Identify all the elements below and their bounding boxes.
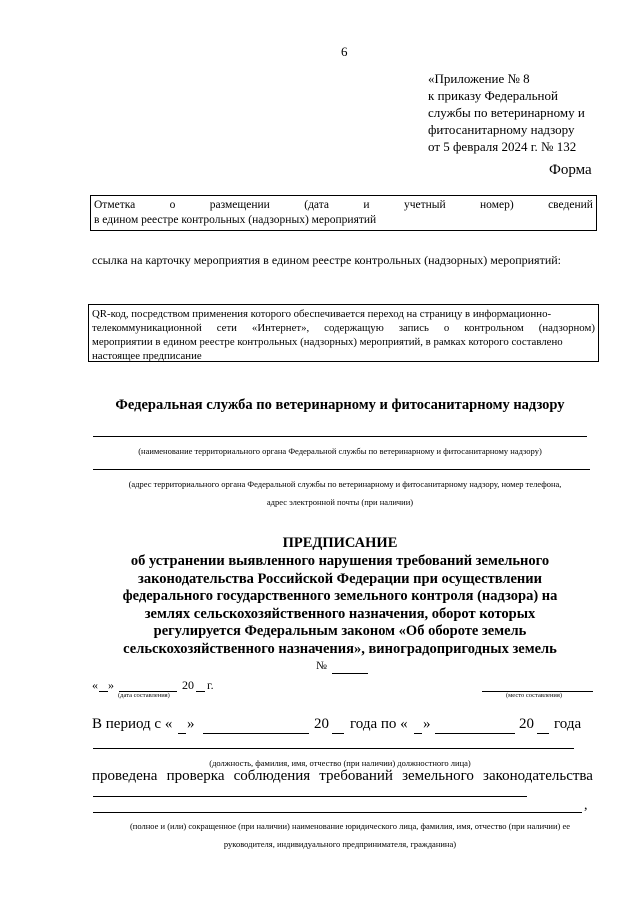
date-close-quote: » [108,678,114,692]
territorial-name-caption: (наименование территориального органа Федеральной службы по ветеринарному и фитосанитарному надзору) [138,446,542,456]
date-compiled-caption: (дата составления) [118,692,170,699]
order-title-line: сельскохозяйственного назначения», виноградопригодных земель [123,640,557,657]
word: контрольном [464,322,524,334]
period-year-1-line [332,733,344,734]
registry-mark-box [90,195,597,231]
entity-comma: , [584,798,588,813]
appendix-line: к приказу Федеральной [428,88,558,103]
date-year-prefix: 20 [182,678,194,692]
date-year-line [196,691,205,692]
order-number-label: № [316,660,327,672]
period-year-2-line [537,733,549,734]
order-title-line: федерального государственного земельного контроля (надзора) на [122,588,558,605]
appendix-block [428,70,585,155]
order-title-line: законодательства Российской Федерации при осуществлении [138,570,542,587]
territorial-address-caption-2: адрес электронной почты (при наличии) [266,497,414,507]
period-day-1-line [178,733,186,734]
order-number-line [332,673,368,674]
word: требований [319,768,393,784]
word: сети [216,322,237,334]
appendix-line: фитосанитарному надзору [428,122,575,137]
appendix-line: службы по ветеринарному и [428,105,585,120]
period-from-label: В период с « [92,716,173,732]
word: (дата [304,199,329,211]
word: (надзорном) [538,322,595,334]
form-label: Форма [549,162,592,178]
entity-caption-1: (полное и (или) сокращенное (при наличии) наименование юридического лица, фамилия, имя, отчество (при наличии) ее [129,821,571,831]
qr-line-3: мероприятии в едином реестре контрольных (надзорных) мероприятий, в рамках которого составлено [92,336,563,348]
card-link-text: ссылка на карточку мероприятия в едином реестре контрольных (надзорных) мероприятий: [92,253,561,267]
period-year-1: 20 [314,716,329,732]
word: содержащую [324,322,384,334]
word: Отметка [94,199,136,211]
word: номер) [480,199,514,211]
word: и [363,199,370,211]
word: о [443,322,450,334]
qr-line-4: настоящее предписание [92,350,202,362]
word: соблюдения [233,768,311,784]
period-close-quote-1: » [187,716,195,732]
order-title-line: регулируется Федеральным законом «Об обороте земель [153,623,527,640]
order-title-line: об устранении выявленного нарушения требований земельного [130,553,550,569]
period-year-2: 20 [519,716,534,732]
territorial-address-caption-1: (адрес территориального органа Федеральной службы по ветеринарному и фитосанитарному надзору, номер телефона, [128,479,562,489]
word: о [169,199,176,211]
word: телекоммуникационной [92,322,202,334]
territorial-address-line [93,469,590,470]
period-month-1-line [203,733,309,734]
date-day-line [99,691,108,692]
official-caption: (должность, фамилия, имя, отчество (при наличии) должностного лица) [209,758,471,768]
period-end-label: года [554,716,582,732]
word: проверка [166,768,225,784]
order-title-line: землях сельскохозяйственного назначения, оборот которых [144,605,536,622]
appendix-line: «Приложение № 8 [428,71,530,86]
word: сведений [548,199,593,211]
word: «Интернет», [251,322,310,334]
word: запись [398,322,429,334]
agency-title: Федеральная служба по ветеринарному и фитосанитарному надзору [115,397,565,413]
appendix-line: от 5 февраля 2024 г. № 132 [428,139,577,154]
date-open-quote: « [92,678,98,692]
word: законодательства [483,768,593,784]
period-line [92,716,592,738]
period-close-quote-2: » [423,716,431,732]
period-day-2-line [414,733,422,734]
page-number: 6 [341,44,348,59]
entity-caption-2: руководителя, индивидуального предпринимателя, гражданина) [223,839,457,849]
qr-line-1: QR-код, посредством применения которого обеспечивается переход на страницу в информационно- [92,308,552,320]
entity-line-1 [93,796,527,797]
registry-mark-line-1 [94,198,593,213]
place-compiled-caption: (место составления) [506,692,563,699]
qr-line-2 [92,321,595,335]
word: проведена [92,768,158,784]
word: учетный [403,199,446,211]
inspection-line [92,768,593,785]
qr-code-box [88,304,599,362]
order-heading: ПРЕДПИСАНИЕ [282,535,398,551]
official-line [93,748,574,749]
word: размещении [209,199,270,211]
date-year-suffix: г. [207,678,214,692]
territorial-name-line [93,436,587,437]
word: земельного [402,768,474,784]
entity-line-2 [93,812,582,813]
order-title [60,553,620,659]
period-to-label: года по « [350,716,408,732]
registry-mark-line-2: в едином реестре контрольных (надзорных) мероприятий [94,214,377,226]
period-month-2-line [435,733,515,734]
